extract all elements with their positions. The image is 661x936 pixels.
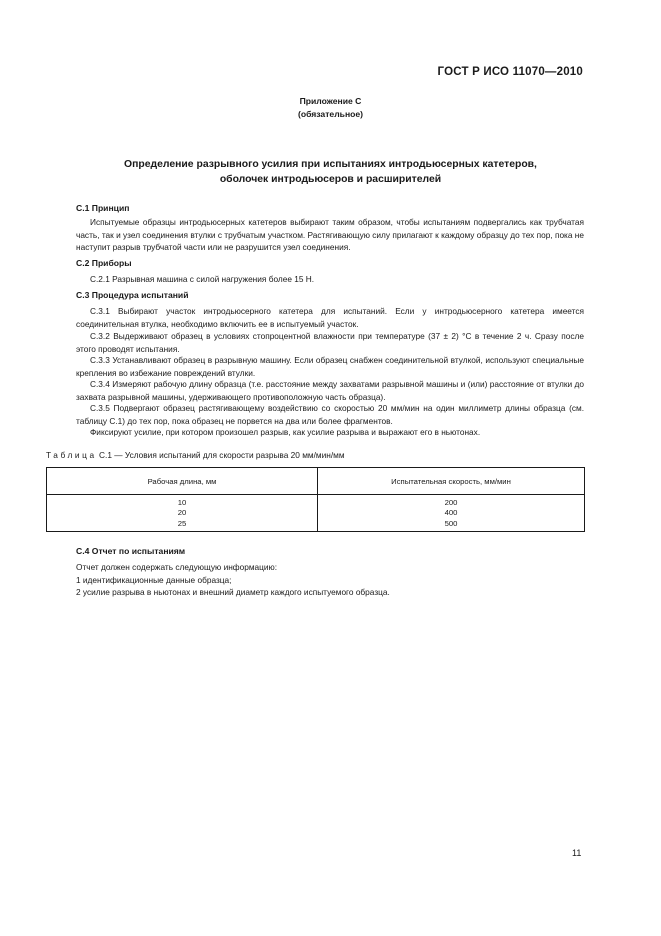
paragraph-c3-4: С.3.4 Измеряют рабочую длину образца (т.е. расстояние между захватами разрывной машины и (или) расстояние от втулки до захвата разрывной машины, удерживающего противоположную часть образца). — [76, 379, 584, 402]
annex-status: (обязательное) — [297, 109, 364, 119]
table-row — [47, 508, 585, 518]
paragraph-c3-5: С.3.5 Подвергают образец растягивающему воздействию со скоростью 20 мм/мин на один миллиметр длины образца (см. таблицу С.1) до тех пор, пока образец не порвется на два или более фрагментов. — [76, 403, 584, 426]
page-number: 11 — [572, 848, 582, 858]
table-cell: 200 — [318, 495, 585, 509]
table-cell: 20 — [47, 508, 318, 518]
table-cell: 500 — [318, 519, 585, 532]
report-intro: Отчет должен содержать следующую информацию: — [76, 562, 278, 572]
paragraph-c2-1: С.2.1 Разрывная машина с силой нагружения более 15 Н. — [90, 274, 315, 284]
document-code: ГОСТ Р ИСО 11070—2010 — [437, 66, 583, 78]
list-item: 2 усилие разрыва в ньютонах и внешний диаметр каждого испытуемого образца. — [76, 587, 390, 597]
heading-c4: С.4 Отчет по испытаниям — [76, 546, 186, 556]
table-row — [47, 519, 585, 532]
table-cell: 10 — [47, 495, 318, 509]
section-title-line1: Определение разрывного усилия при испытаниях интродьюсерных катетеров, — [124, 159, 537, 170]
table-header-length: Рабочая длина, мм — [47, 468, 318, 495]
table-caption-text: С.1 — Условия испытаний для скорости разрыва 20 мм/мин/мм — [96, 450, 345, 460]
test-conditions-table — [46, 467, 585, 532]
paragraph-c3-1: С.3.1 Выбирают участок интродьюсерного катетера для испытаний. Если у интродьюсерного катетера имеется соединительная втулка, необходимо включить ее в испытуемый участок. — [76, 306, 584, 329]
section-title-line2: оболочек интродьюсеров и расширителей — [219, 174, 442, 185]
paragraph-c1 — [76, 216, 584, 254]
paragraph-c3-2: С.3.2 Выдерживают образец в условиях стопроцентной влажности при температуре (37 ± 2) °С в течение 2 ч. Сразу после этого проводят испытания. — [76, 331, 584, 354]
heading-c3: С.3 Процедура испытаний — [76, 290, 189, 300]
table-caption — [46, 450, 345, 460]
annex-title: Приложение С — [299, 96, 362, 106]
table-header-speed: Испытательная скорость, мм/мин — [318, 468, 585, 495]
table-cell: 400 — [318, 508, 585, 518]
paragraph-c3-3: С.3.3 Устанавливают образец в разрывную машину. Если образец снабжен соединительной втулкой, используют специальные крепления во избежание повреждений втулки. — [76, 355, 584, 378]
paragraph-c1-text: Испытуемые образцы интродьюсерных катетеров выбирают таким образом, чтобы испытаниям подвергались как трубчатая часть, так и узел соединения втулки с трубчатым участком. Растягивающую силу прилагают к каждому образцу до тех пор, пока не наступит разрыв трубчатой части или не разрушится узел соединения. — [76, 217, 584, 252]
heading-c2: С.2 Приборы — [76, 258, 132, 268]
paragraph-c3-6: Фиксируют усилие, при котором произошел разрыв, как усилие разрыва и выражают его в ньютонах. — [90, 427, 481, 437]
heading-c1: С.1 Принцип — [76, 203, 130, 213]
table-row — [47, 495, 585, 509]
table-cell: 25 — [47, 519, 318, 532]
table-caption-label: Таблица — [46, 450, 97, 460]
list-item: 1 идентификационные данные образца; — [76, 575, 232, 585]
